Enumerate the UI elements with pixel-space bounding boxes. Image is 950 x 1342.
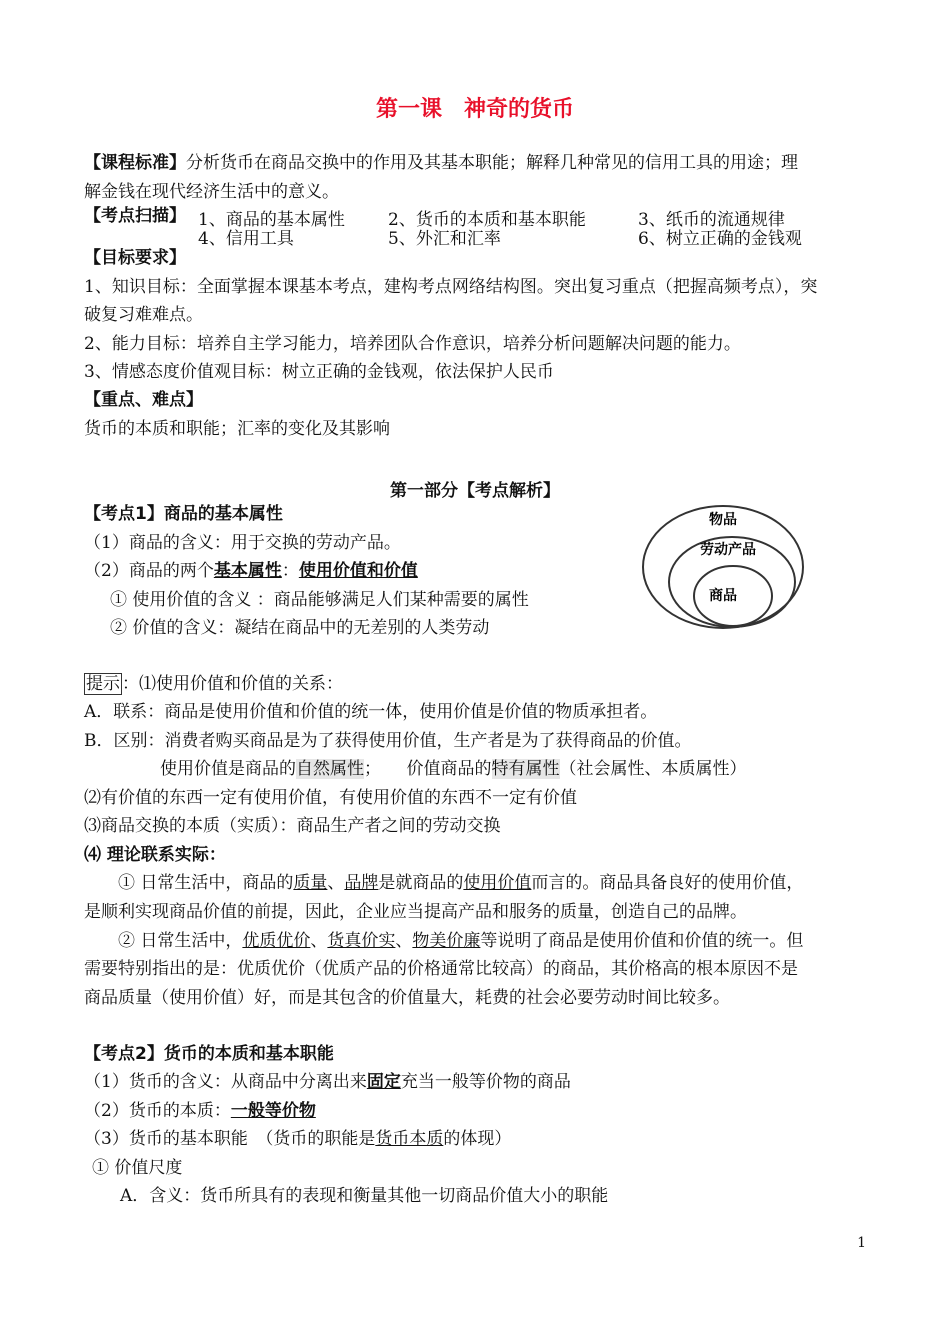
- k2-l3a: （3）货币的基本职能 （货币的职能是: [84, 1129, 376, 1149]
- k2-line-5: A．含义：货币所具有的表现和衡量其他一切商品价值大小的职能: [120, 1186, 609, 1206]
- page-title: 第一课 神奇的货币: [375, 97, 574, 122]
- k1-line-4: ② 价值的含义：凝结在商品中的无差别的人类劳动: [110, 618, 490, 638]
- standard-label: 【课程标准】: [84, 153, 186, 173]
- k2-line-2: [84, 1100, 316, 1122]
- k2-line-1: [84, 1071, 571, 1093]
- practice-1-cont: 是顺利实现商品价值的前提，因此，企业应当提高产品和服务的质量，创造自己的品牌。: [84, 902, 747, 922]
- p1c: 、: [327, 873, 345, 893]
- goal-3: 3、情感态度价值观目标：树立正确的金钱观，依法保护人民币: [84, 362, 554, 382]
- tip-label: 提示: [86, 674, 120, 694]
- p1g: 而言的。商品具备良好的使用价值，: [531, 873, 804, 893]
- standard-line-2: 解金钱在现代经济生活中的意义。: [84, 182, 339, 202]
- scan-label-line: [84, 205, 186, 227]
- standard-text: 分析货币在商品交换中的作用及其基本职能；解释几种常见的信用工具的用途；理: [186, 153, 798, 173]
- scan-item-1: 1、商品的基本属性: [198, 210, 345, 230]
- tip-c5: （社会属性、本质属性）: [559, 759, 747, 779]
- k1-line-2: [84, 560, 418, 582]
- key-label: 【重点、难点】: [84, 390, 203, 410]
- tip-3: ⑶商品交换的本质（实质）：商品生产者之间的劳动交换: [84, 816, 501, 836]
- special-attr: 特有属性: [491, 759, 560, 779]
- p2a: ② 日常生活中，: [118, 931, 243, 951]
- k2-general-equivalent: 一般等价物: [230, 1101, 316, 1121]
- part1-heading: 第一部分【考点解析】: [390, 481, 560, 501]
- k1-line-3: ① 使用价值的含义 ：商品能够满足人们某种需要的属性: [110, 590, 529, 610]
- p2e: 、: [395, 931, 413, 951]
- goal-label: 【目标要求】: [84, 248, 186, 268]
- tip-4: ⑷ 理论联系实际：: [84, 845, 226, 865]
- practice-2-cont2: 商品质量（使用价值）好，而是其包含的价值量大，耗费的社会必要劳动时间比较多。: [84, 988, 730, 1008]
- practice-2: [118, 930, 803, 952]
- goal-1: 1、知识目标：全面掌握本课基本考点，建构考点网络结构图。突出复习重点（把握高频考点），突: [84, 277, 818, 297]
- p2g: 等说明了商品是使用价值和价值的统一。但: [480, 931, 804, 951]
- practice-1: [118, 872, 803, 894]
- p2c: 、: [310, 931, 328, 951]
- k1-use-value: 使用价值和价值: [298, 561, 418, 581]
- goal-2: 2、能力目标：培养自主学习能力，培养团队合作意识，培养分析问题解决问题的能力。: [84, 334, 741, 354]
- diagram-inner-label: 商品: [709, 588, 737, 604]
- natural-attr: 自然属性: [296, 759, 364, 779]
- practice-2-cont: 需要特别指出的是：优质优价（优质产品的价格通常比较高）的商品，其价格高的根本原因不是: [84, 959, 798, 979]
- k1-l2-colon: ：: [281, 561, 299, 581]
- k2-l2a: （2）货币的本质：: [84, 1101, 231, 1121]
- k1-l2-text: （2）商品的两个: [84, 561, 214, 581]
- k2-line-4: ① 价值尺度: [92, 1158, 183, 1178]
- k2-l3c: 的体现）: [443, 1129, 512, 1149]
- k2-l1a: （1）货币的含义：从商品中分离出来: [84, 1072, 367, 1092]
- standard-line: [84, 152, 798, 174]
- tip-line: [84, 673, 343, 695]
- p1-brand: 品牌: [344, 873, 379, 893]
- scan-item-5: 5、外汇和汇率: [388, 229, 501, 249]
- tip-c3: ； 价值商品的: [364, 759, 492, 779]
- scan-item-4: 4、信用工具: [198, 229, 294, 249]
- diagram-outer-label: 物品: [709, 512, 737, 528]
- p1a: ① 日常生活中，商品的: [118, 873, 294, 893]
- tip-2: ⑵有价值的东西一定有使用价值，有使用价值的东西不一定有价值: [84, 788, 577, 808]
- p2-genuine: 货真价实: [327, 931, 396, 951]
- scan-item-2: 2、货币的本质和基本职能: [388, 210, 586, 230]
- p1e: 是就商品的: [378, 873, 464, 893]
- p2-cheap: 物美价廉: [412, 931, 481, 951]
- k1-basic-attr: 基本属性: [213, 561, 282, 581]
- k1-title: 【考点1】商品的基本属性: [84, 504, 283, 524]
- tip-b: B．区别：消费者购买商品是为了获得使用价值，生产者是为了获得商品的价值。: [84, 731, 692, 751]
- diagram-middle-label: 劳动产品: [700, 542, 756, 558]
- k2-essence: 货币本质: [375, 1129, 444, 1149]
- k2-fixed: 固定: [366, 1072, 401, 1092]
- k1-line-1: （1）商品的含义：用于交换的劳动产品。: [84, 533, 401, 553]
- p1-use-value: 使用价值: [463, 873, 532, 893]
- page-number: 1: [857, 1235, 866, 1251]
- key-text: 货币的本质和职能；汇率的变化及其影响: [84, 419, 390, 439]
- tip-c: [160, 758, 747, 780]
- goal-1-cont: 破复习难难点。: [84, 305, 203, 325]
- p2-quality-price: 优质优价: [242, 931, 311, 951]
- tip-text: ：⑴使用价值和价值的关系：: [122, 674, 343, 694]
- k2-l1c: 充当一般等价物的商品: [400, 1072, 571, 1092]
- p1-quality: 质量: [293, 873, 328, 893]
- scan-item-6: 6、树立正确的金钱观: [638, 229, 802, 249]
- scan-label: 【考点扫描】: [84, 206, 186, 226]
- commodity-diagram: [640, 502, 808, 632]
- tip-c1: 使用价值是商品的: [160, 759, 296, 779]
- k2-line-3: [84, 1128, 511, 1150]
- scan-item-3: 3、纸币的流通规律: [638, 210, 785, 230]
- tip-a: A．联系：商品是使用价值和价值的统一体，使用价值是价值的物质承担者。: [84, 702, 658, 722]
- k2-title: 【考点2】货币的本质和基本职能: [84, 1044, 334, 1064]
